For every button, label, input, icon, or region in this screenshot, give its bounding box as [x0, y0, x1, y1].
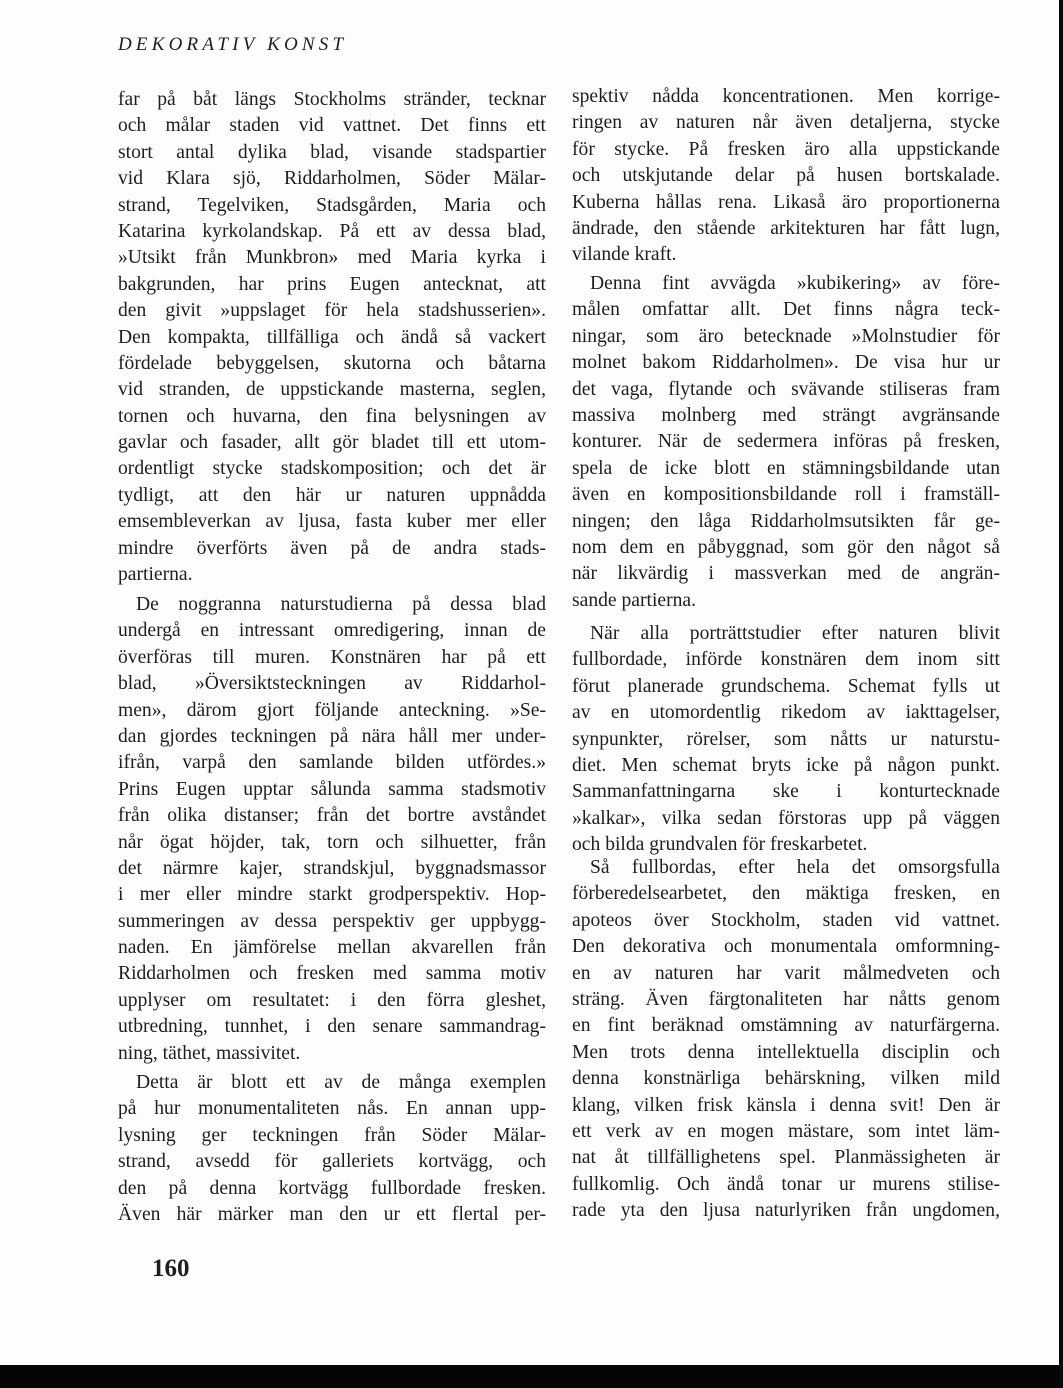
text-line: ningar, som äro betecknade »Molnstudier för — [572, 325, 1000, 347]
text-line: ningen; den låga Riddarholmsutsikten får ge- — [572, 510, 1000, 532]
text-line: diet. Men schemat bryts icke på någon punkt. — [572, 754, 1000, 776]
text-line: fördelade bebyggelsen, skutorna och båtarna — [118, 352, 546, 374]
page-number: 160 — [152, 1255, 190, 1282]
text-line: mindre överförts även på de andra stads- — [118, 537, 546, 559]
text-line: gavlar och fasader, allt gör bladet till ett utom- — [118, 432, 546, 454]
text-line: förberedelsearbetet, den mäktiga fresken, en — [572, 883, 1000, 905]
text-line: tydligt, att den här ur naturen uppnådda — [118, 484, 546, 506]
text-line: spektiv nådda koncentrationen. Men korrige- — [572, 86, 1000, 107]
text-line: på hur monumentaliteten nås. En annan upp- — [118, 1098, 546, 1120]
text-line: en av naturen har varit målmedveten och — [572, 962, 1000, 984]
text-line: vilande kraft. — [572, 244, 677, 266]
text-line: av en utomordentlig rikedom av iakttagelser, — [572, 702, 1000, 724]
text-line: det närmre kajer, strandskjul, byggnadsmassor — [118, 857, 546, 879]
text-line: Den dekorativa och monumentala omformning- — [572, 936, 1000, 958]
text-line: nom dem en påbyggnad, som gör den något så — [572, 536, 1000, 558]
text-line: undergå en intressant omredigering, innan de — [118, 620, 546, 642]
scan-border-right — [1059, 0, 1063, 1388]
text-line: från olika distanser; från det bortre avståndet — [118, 805, 546, 827]
text-line: sande partierna. — [572, 589, 697, 611]
text-line: denna konstnärliga behärskning, vilken mild — [572, 1068, 1000, 1090]
paragraph — [572, 621, 1000, 859]
text-line: när likvärdig i massverkan med de angrän- — [572, 563, 1000, 585]
text-line: Riddarholmen och fresken med samma motiv — [118, 963, 546, 985]
text-line: den på denna kortvägg fullbordade fresken. — [118, 1177, 546, 1199]
text-line: Denna fint avvägda »kubikering» av före- — [590, 273, 1000, 294]
text-line: ringen av naturen når även detaljerna, stycke — [572, 112, 1000, 134]
text-line: ifrån, varpå den samlande bilden utfördes.» — [118, 752, 546, 774]
paragraph — [572, 271, 1000, 614]
text-line: tornen och huvarna, den fina belysningen av — [118, 405, 546, 427]
text-line: Kuberna hållas rena. Likaså äro proportionerna — [572, 191, 1000, 213]
text-line: och utskjutande delar på husen bortskalade. — [572, 165, 1000, 187]
scan-border-bottom — [0, 1365, 1063, 1388]
text-line: det vaga, flytande och svävande stiliseras fram — [572, 378, 1000, 400]
text-line: synpunkter, rörelser, som nåtts ur naturstu- — [572, 728, 1000, 750]
text-line: lysning ger teckningen från Söder Mälar- — [118, 1124, 546, 1146]
paragraph — [572, 855, 1000, 1224]
text-line: utbredning, tunnhet, i den senare sammandrag- — [118, 1016, 546, 1038]
paragraph — [118, 592, 546, 1067]
text-line: När alla porträttstudier efter naturen blivit — [590, 623, 1000, 644]
text-line: Sammanfattningarna ske i konturtecknade — [572, 781, 1000, 803]
text-line: förut planerade grundschema. Schemat fylls ut — [572, 675, 1000, 697]
text-line: sträng. Även färgtonaliteten har nåtts genom — [572, 988, 1000, 1010]
text-line: i mer eller mindre starkt grodperspektiv. Hop- — [118, 884, 546, 906]
text-line: fullbordade, införde konstnären dem inom sitt — [572, 649, 1000, 671]
text-line: strand, Tegelviken, Stadsgården, Maria och — [118, 194, 546, 216]
text-line: apoteos över Stockholm, staden vid vattnet. — [572, 909, 1000, 931]
text-line: far på båt längs Stockholms stränder, tecknar — [118, 89, 546, 110]
text-line: även en kompositionsbildande roll i framställ- — [572, 484, 1000, 506]
paragraph — [572, 84, 1000, 269]
text-line: den givit »uppslaget för hela stadshusserien». — [118, 300, 546, 322]
text-line: partierna. — [118, 564, 193, 586]
text-line: nat åt tillfällighetens spel. Planmässigheten är — [572, 1147, 1000, 1169]
text-line: vid stranden, de uppstickande masterna, seglen, — [118, 379, 546, 401]
text-line: naden. En jämförelse mellan akvarellen från — [118, 937, 546, 959]
text-line: Den kompakta, tillfälliga och ändå så vackert — [118, 326, 546, 348]
text-line: rade yta den ljusa naturlyriken från ungdomen, — [572, 1200, 1000, 1222]
text-line: massiva molnberg med strängt avgränsande — [572, 404, 1000, 426]
text-line: men», därom gjort följande anteckning. »Se- — [118, 699, 546, 721]
text-line: Katarina kyrkolandskap. På ett av dessa blad, — [118, 220, 546, 242]
text-line: ning, täthet, massivitet. — [118, 1042, 301, 1064]
text-line: Men trots denna intellektuella disciplin och — [572, 1041, 1000, 1063]
text-line: »kalkar», vilka sedan förstoras upp på väggen — [572, 807, 1000, 829]
text-line: Så fullbordas, efter hela det omsorgsfulla — [590, 857, 1000, 878]
text-line: Även här märker man den ur ett flertal per- — [118, 1203, 546, 1225]
text-line: ett verk av en mogen mästare, som intet läm- — [572, 1120, 1000, 1142]
paragraph — [118, 87, 546, 588]
text-line: ordentligt stycke stadskomposition; och det är — [118, 458, 546, 480]
text-line: upplyser om resultatet: i den förra gleshet, — [118, 989, 546, 1011]
text-line: en fint beräknad omstämning av naturfärgerna. — [572, 1015, 1000, 1037]
text-line: fullkomlig. Och ändå tonar ur murens stilise- — [572, 1173, 1000, 1195]
text-line: bakgrunden, har prins Eugen antecknat, att — [118, 273, 546, 295]
text-line: De noggranna naturstudierna på dessa blad — [136, 594, 546, 615]
text-line: klang, vilken frisk känsla i denna svit! Den är — [572, 1094, 1000, 1116]
running-header: DEKORATIV KONST — [118, 34, 348, 55]
text-line: Prins Eugen upptar sålunda samma stadsmotiv — [118, 778, 546, 800]
text-line: emsembleverkan av ljusa, fasta kuber mer eller — [118, 511, 546, 533]
text-line: överföras till muren. Konstnären har på ett — [118, 646, 546, 668]
text-line: summeringen av dessa perspektiv ger uppbygg- — [118, 910, 546, 932]
text-line: Detta är blott ett av de många exemplen — [136, 1072, 546, 1093]
text-line: når ögat höjder, tak, torn och silhuetter, från — [118, 831, 546, 853]
text-line: »Utsikt från Munkbron» med Maria kyrka i — [118, 247, 546, 269]
paragraph — [118, 1070, 546, 1228]
text-line: spela de icke blott en stämningsbildande utan — [572, 457, 1000, 479]
text-line: och målar staden vid vattnet. Det finns ett — [118, 115, 546, 137]
text-line: för stycke. På fresken äro alla uppstickande — [572, 138, 1000, 160]
text-line: molnet bakom Riddarholmen». De visa hur ur — [572, 352, 1000, 374]
text-line: konturer. När de sedermera införas på fresken, — [572, 431, 1000, 453]
text-line: och bilda grundvalen för freskarbetet. — [572, 834, 868, 856]
text-line: målen omfattar allt. Det finns några teck- — [572, 299, 1000, 321]
text-line: dan gjordes teckningen på nära håll mer under- — [118, 725, 546, 747]
text-line: strand, avsedd för galleriets kortvägg, och — [118, 1151, 546, 1173]
text-line: vid Klara sjö, Riddarholmen, Söder Mälar- — [118, 168, 546, 190]
text-line: stort antal dylika blad, visande stadspartier — [118, 141, 546, 163]
text-line: ändrade, den stående arkitekturen har fått lugn, — [572, 217, 1000, 239]
text-line: blad, »Översiktsteckningen av Riddarhol- — [118, 673, 546, 695]
